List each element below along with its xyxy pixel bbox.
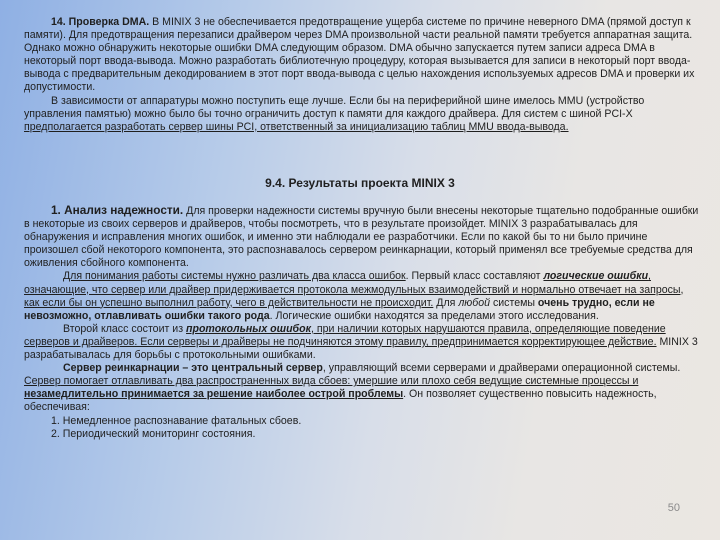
paragraph-dma-check [24,16,700,95]
text-run: протокольных ошибок [186,322,311,335]
text-run: Для понимания работы системы нужно различать два класса ошибок [63,270,406,283]
text-run: любой [458,296,490,309]
section-heading: 9.4. Результаты проекта MINIX 3 [265,176,455,190]
capabilities-list [24,415,700,441]
list-item: 2. Периодический мониторинг состояния. [51,427,256,440]
paragraph-protocol-errors [24,323,700,362]
text-run: Для проверки надежности системы вручную были внесены некоторые тщательно подобранные ошибки в некоторые из своих серверов и драйверов, чтобы посмотреть, что в результате произойдет. MINIX 3 разрабатывалась для обнаружения и исправления многих ошибок, и именно эти наблюдали ее разработчики. Если по какой бы то ни было причине произошел сбой некоторого компонента, это распознавалось сервером реинкарнации, который применял все требуемые средства для оживления сбойного компонента. [24,205,699,270]
text-run: 1. Анализ надежности. [51,203,184,217]
paragraph-reliability-intro [24,204,700,270]
text-run: В зависимости от аппаратуры можно поступить еще лучше. Если бы на периферийной шине имелось MMU (устройство управления памятью) можно было бы точно ограничить доступ к памяти для каждого драйвера. Для систем с шиной PCI-X [24,94,645,120]
text-run: , управляющий всеми серверами и драйверами операционной системы. [322,362,681,375]
text-run: логические ошибки [543,270,649,283]
text-run: системы [490,296,538,309]
text-run: незамедлительно принимается за решение наиболее острой проблемы [24,388,404,401]
text-run: , означающие, что сервер или драйвер придерживается протокола межмодульных взаимодействий и нормально отвечает на запросы, как если бы он успешно выполнил работу, чего в действительности не происходит. [24,270,684,309]
text-run: Сервер [24,375,61,388]
text-run: MINIX 3 разрабатывалась для борьбы с протокольными ошибками. [24,335,698,362]
text-run: . Логические ошибки находятся за пределами этого исследования. [269,309,599,322]
text-run: Для [433,296,459,309]
text-run: Второй класс состоит из [63,322,187,335]
text-run: 14. Проверка DMA. [51,16,150,28]
text-run: . Он позволяет существенно повысить надежность, обеспечивая: [24,388,657,414]
text-run: предполагается разработать сервер шины PCI, ответственный за инициализацию таблиц MMU ввода-вывода. [24,120,569,133]
text-run: очень трудно, если не невозможно, отлавливать ошибки такого рода [24,296,655,322]
section-14-text [24,16,700,134]
text-run: Сервер реинкарнации – это центральный сервер [63,362,323,375]
paragraph-mmu [24,95,700,134]
paragraph-reincarnation-server [24,362,700,414]
list-item: 1. Немедленное распознавание фатальных сбоев. [51,414,302,427]
reliability-analysis-text [24,204,700,441]
paragraph-logical-errors [24,270,700,322]
text-run: . Первый класс составляют [405,270,544,283]
text-run: , при наличии которых нарушаются правила, определяющие поведение серверов и драйверов. Если серверы и драйверы не подчиняются этому правилу, предпринимается корректирующее действие. [24,322,666,348]
text-run: помогает отлавливать два распространенных вида сбоев: умершие или плохо себя ведущие системные процессы и [60,375,639,388]
page-number: 50 [667,502,680,514]
text-run: В MINIX 3 не обеспечивается предотвращение ущерба системе по причине неверного DMA (прямой доступ к памяти). Для предотвращения перезаписи драйвером через DMA произвольной части реальной памяти требуется аппаратная защита. Однако можно обнаружить некоторые ошибки DMA следующим образом. DMA обычно запускается путем записи адреса DMA в некоторый порт ввода-вывода. Можно разработать библиотечную процедуру, которая вызывается для записи в некоторый порт ввода-вывода с предварительным декодированием в этот порт ввода-вывода с целью нахождения используемых адресов DMA и проверки их допустимости. [24,16,695,94]
